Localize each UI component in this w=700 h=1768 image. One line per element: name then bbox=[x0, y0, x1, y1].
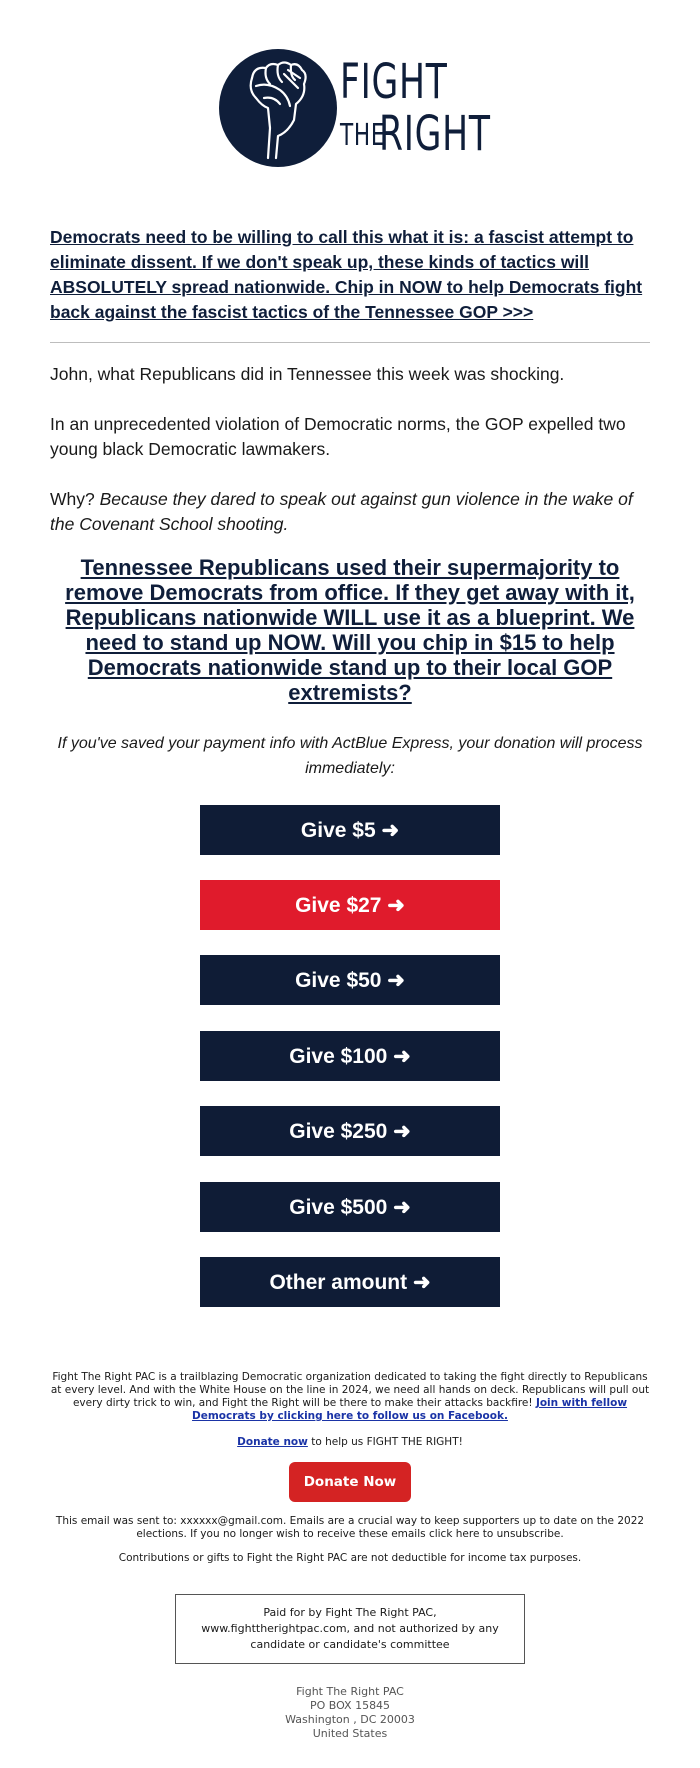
logo-word-the: THE bbox=[340, 118, 386, 153]
about-body: Fight The Right PAC is a trailblazing Democratic organization dedicated to taking the fight directly to Republicans at every level. And with the White House on the line in 2024, we need all hands on deck. Republicans will pull out every dirty trick to win, and Fight the Right will be there to make their attacks backfire! bbox=[50, 1371, 650, 1409]
give-100-button[interactable]: Give $100 ➜ bbox=[200, 1031, 500, 1081]
why-lead: Why? bbox=[50, 489, 100, 509]
body-paragraph-3 bbox=[50, 487, 650, 537]
give-27-button[interactable]: Give $27 ➜ bbox=[200, 880, 500, 930]
tax-disclaimer: Contributions or gifts to Fight the Right PAC are not deductible for income tax purposes. bbox=[118, 1552, 582, 1564]
about-text bbox=[50, 1371, 650, 1423]
paid-for-disclaimer-box bbox=[175, 1594, 525, 1664]
body-paragraph-1: John, what Republicans did in Tennessee this week was shocking. bbox=[50, 364, 565, 384]
logo-word-fight: FIGHT bbox=[340, 54, 448, 110]
actblue-express-note: If you've saved your payment info with ActBlue Express, your donation will process immediately: bbox=[57, 735, 643, 777]
address-line-1: Fight The Right PAC bbox=[296, 1685, 404, 1698]
paid-for-text: Paid for by Fight The Right PAC, www.fighttherightpac.com, and not authorized by any candidate or candidate's committee bbox=[201, 1606, 499, 1651]
divider bbox=[50, 342, 650, 343]
donate-line-rest: to help us FIGHT THE RIGHT! bbox=[307, 1436, 463, 1448]
headline-donate-link[interactable]: Democrats need to be willing to call this what it is: a fascist attempt to eliminate dissent. If we don't speak up, these kinds of tactics will ABSOLUTELY spread nationwide. Chip in NOW to help Democrats fight back against the fascist tactics of the Tennessee GOP >>> bbox=[50, 227, 643, 322]
give-5-button[interactable]: Give $5 ➜ bbox=[200, 805, 500, 855]
logo-word-right: RIGHT bbox=[379, 106, 491, 162]
sent-to-text: This email was sent to: xxxxxx@gmail.com. Emails are a crucial way to keep supporters up to date on the 2022 elections. If you no longer wish to receive these emails click here to unsubscribe. bbox=[55, 1515, 645, 1540]
donate-line bbox=[50, 1436, 650, 1449]
body-paragraph-2: In an unprecedented violation of Democratic norms, the GOP expelled two young black Democratic lawmakers. bbox=[50, 414, 626, 459]
raised-fist-icon bbox=[218, 48, 338, 168]
why-italic-text: Because they dared to speak out against gun violence in the wake of the Covenant School shooting. bbox=[50, 489, 633, 534]
fight-the-right-logo[interactable] bbox=[218, 48, 491, 168]
donate-now-button[interactable]: Donate Now bbox=[289, 1462, 411, 1502]
address-line-4: United States bbox=[312, 1727, 388, 1740]
chip-in-link[interactable]: Tennessee Republicans used their supermajority to remove Democrats from office. If they get away with it, Republicans nationwide WILL use it as a blueprint. We need to stand up NOW. Will you chip in $15 to help Democrats nationwide stand up to their local GOP extremists? bbox=[65, 555, 635, 705]
donate-now-link[interactable]: Donate now bbox=[237, 1436, 308, 1448]
address-line-2: PO BOX 15845 bbox=[309, 1699, 391, 1712]
address-line-3: Washington , DC 20003 bbox=[285, 1713, 415, 1726]
other-amount-button[interactable]: Other amount ➜ bbox=[200, 1257, 500, 1307]
give-250-button[interactable]: Give $250 ➜ bbox=[200, 1106, 500, 1156]
give-500-button[interactable]: Give $500 ➜ bbox=[200, 1182, 500, 1232]
give-50-button[interactable]: Give $50 ➜ bbox=[200, 955, 500, 1005]
facebook-link[interactable]: Join with fellow Democrats by clicking here to follow us on Facebook. bbox=[192, 1397, 628, 1422]
